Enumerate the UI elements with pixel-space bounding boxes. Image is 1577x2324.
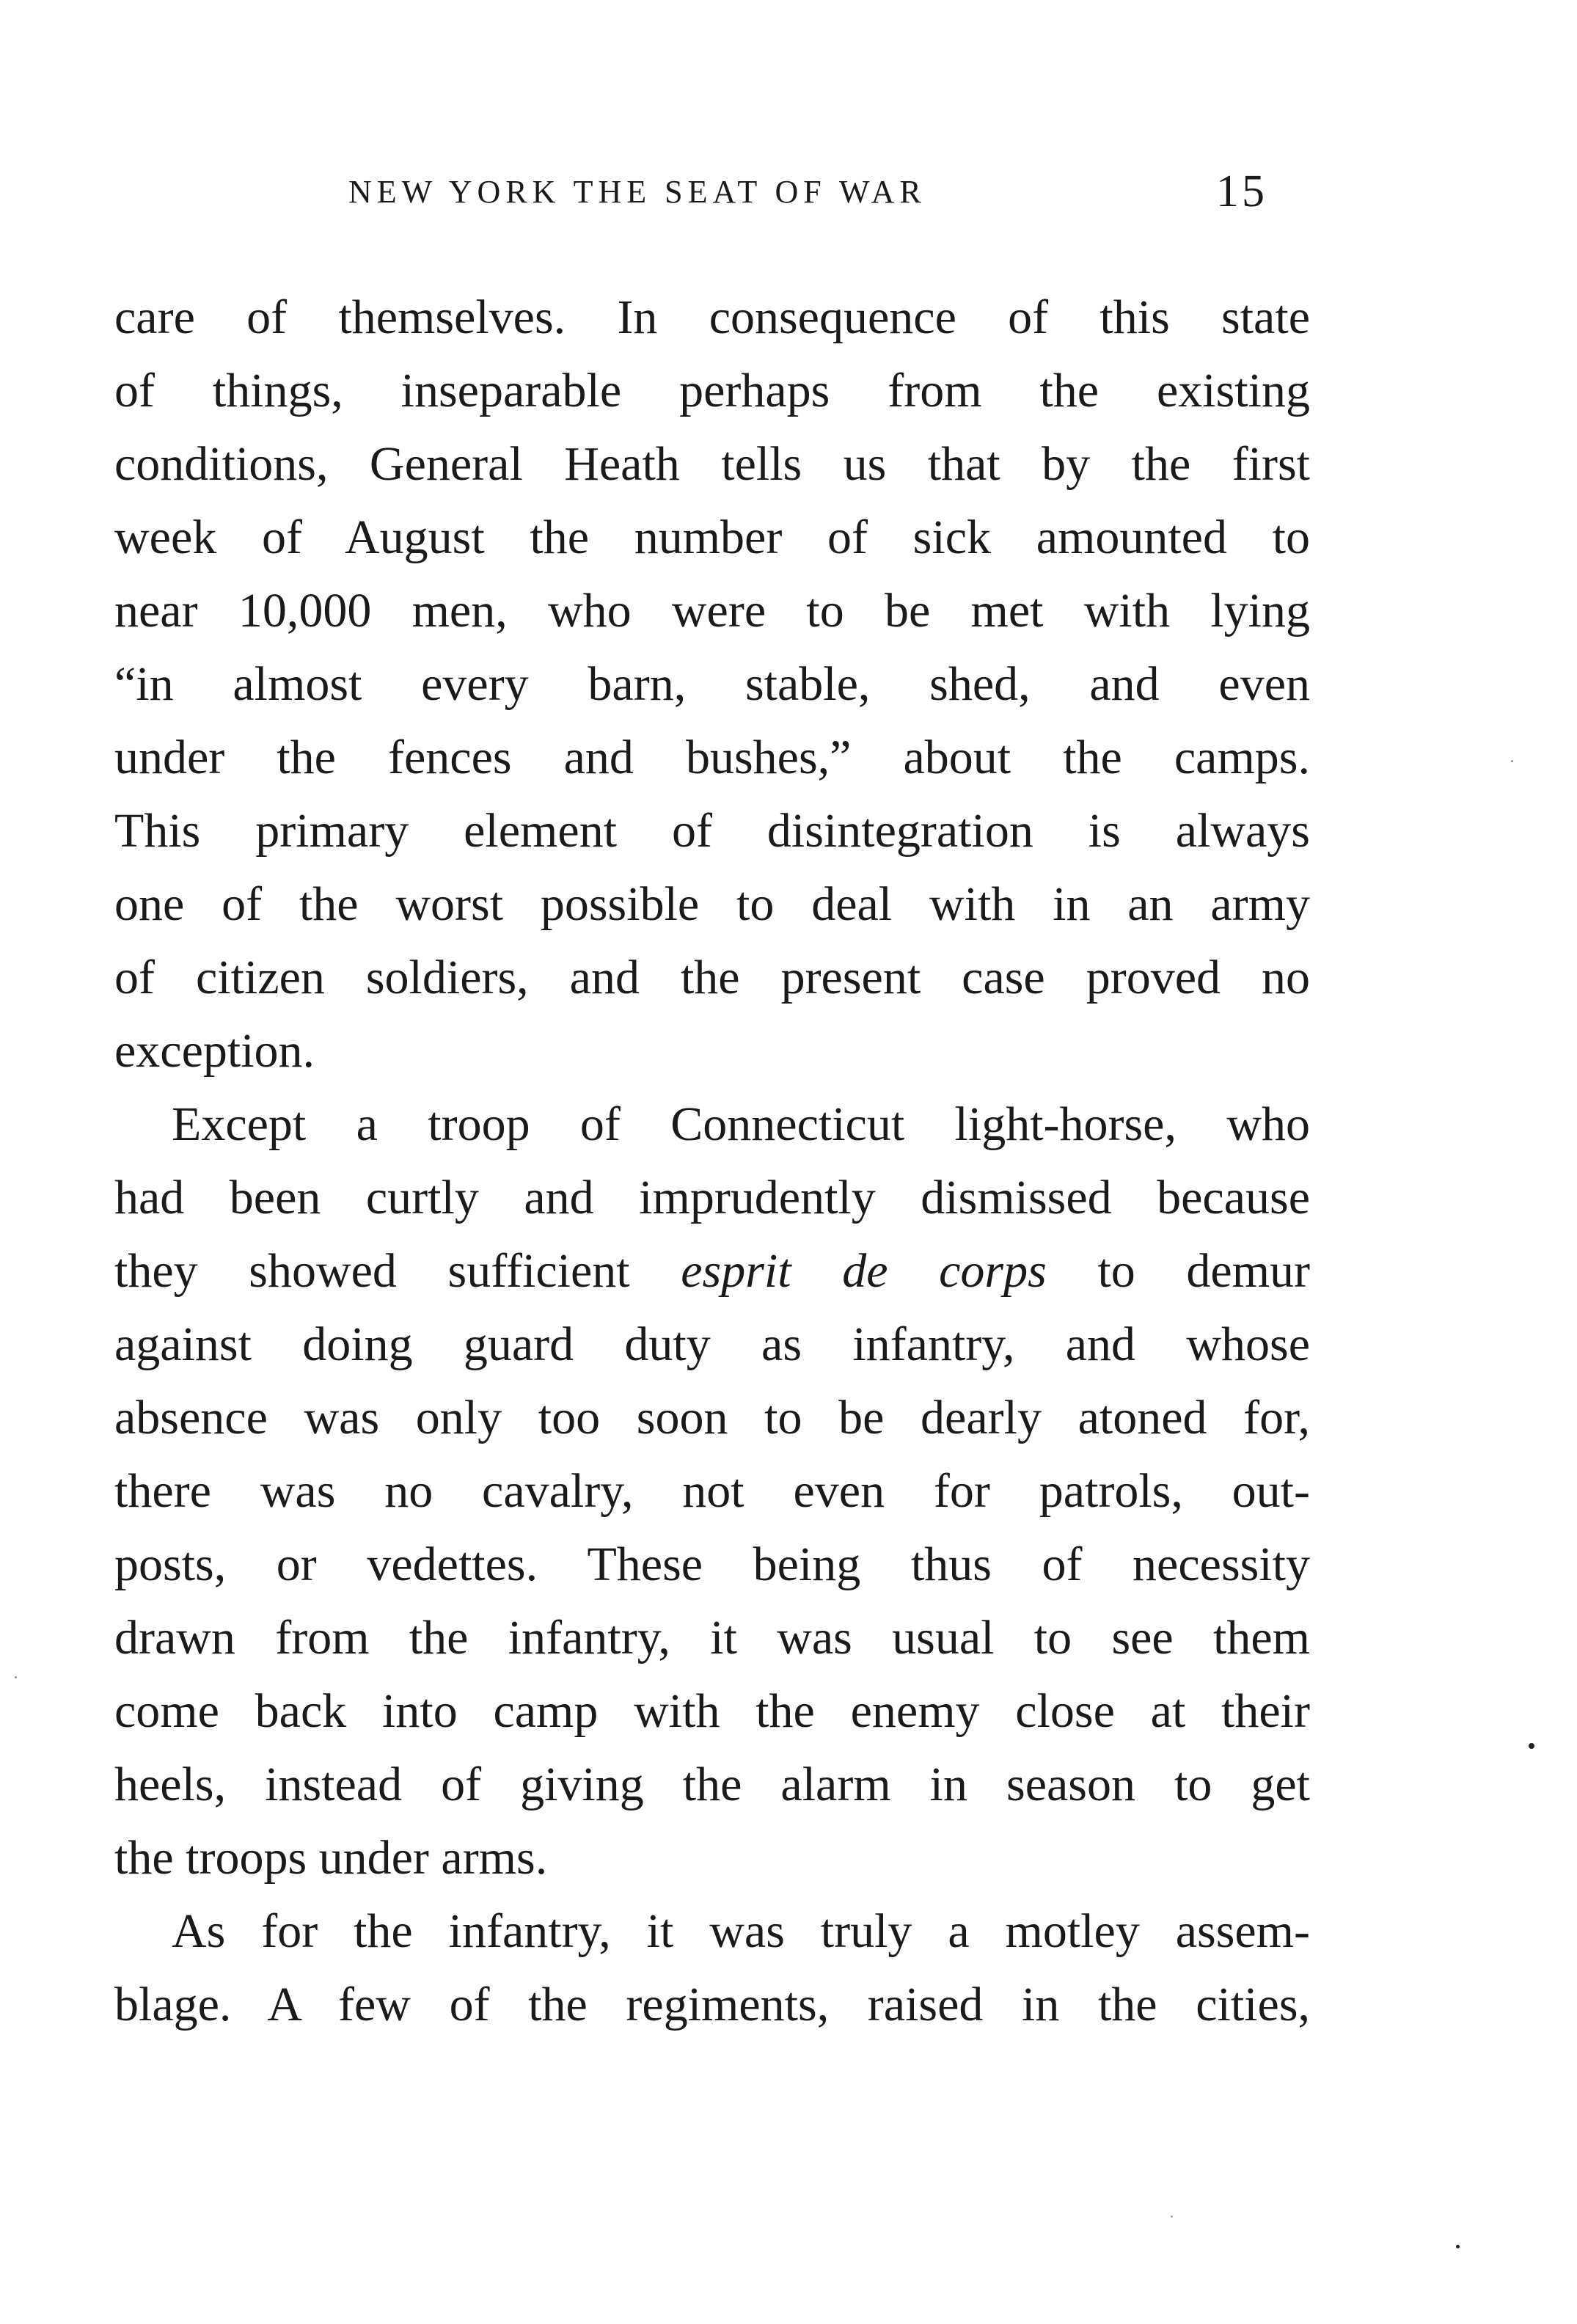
text-line: the troops under arms.: [114, 1831, 548, 1885]
text-line: under the fences and bushes,” about the camps.: [114, 731, 1310, 784]
text-line: posts, or vedettes. These being thus of necessity: [114, 1538, 1310, 1591]
text-line-with-italic: [114, 1235, 1310, 1308]
italic-phrase: esprit de corps: [681, 1244, 1047, 1298]
text-line: conditions, General Heath tells us that by the first: [114, 437, 1310, 491]
text-line: “in almost every barn, stable, shed, and even: [114, 657, 1310, 711]
text-line: there was no cavalry, not even for patrols, out-: [114, 1464, 1310, 1518]
text-line: blage. A few of the regiments, raised in the cities,: [114, 1978, 1310, 2031]
text-line: one of the worst possible to deal with in an army: [114, 877, 1310, 931]
text-line: against doing guard duty as infantry, and whose: [114, 1318, 1310, 1371]
text-line: absence was only too soon to be dearly atoned for,: [114, 1391, 1310, 1444]
text-line: of things, inseparable perhaps from the existing: [114, 364, 1310, 417]
text-line: care of themselves. In consequence of this state: [114, 290, 1310, 344]
scan-speck: [1171, 2215, 1173, 2218]
body-text: [114, 281, 1310, 2042]
scan-speck: [15, 1676, 17, 1678]
text-line: drawn from the infantry, it was usual to see them: [114, 1611, 1310, 1665]
text-segment: to demur: [1097, 1244, 1311, 1298]
text-line: near 10,000 men, who were to be met with lying: [114, 584, 1310, 637]
page-number: 15: [1216, 167, 1267, 216]
text-segment: they showed sufficient: [114, 1244, 630, 1298]
text-line: Except a troop of Connecticut light-horse, who: [172, 1097, 1310, 1151]
text-line: had been curtly and imprudently dismissed because: [114, 1171, 1310, 1224]
text-line: As for the infantry, it was truly a motley assem-: [172, 1904, 1310, 1958]
text-line: of citizen soldiers, and the present case proved no: [114, 951, 1310, 1004]
text-line: week of August the number of sick amounted to: [114, 511, 1310, 564]
scan-speck: [1456, 2245, 1460, 2248]
running-head: NEW YORK THE SEAT OF WAR: [348, 174, 926, 210]
scan-speck: [1511, 760, 1513, 762]
scan-speck: [1529, 1743, 1534, 1749]
text-line: exception.: [114, 1024, 315, 1078]
text-line: heels, instead of giving the alarm in season to get: [114, 1758, 1310, 1811]
text-line: This primary element of disintegration is always: [114, 804, 1310, 858]
text-line: come back into camp with the enemy close at their: [114, 1684, 1310, 1738]
